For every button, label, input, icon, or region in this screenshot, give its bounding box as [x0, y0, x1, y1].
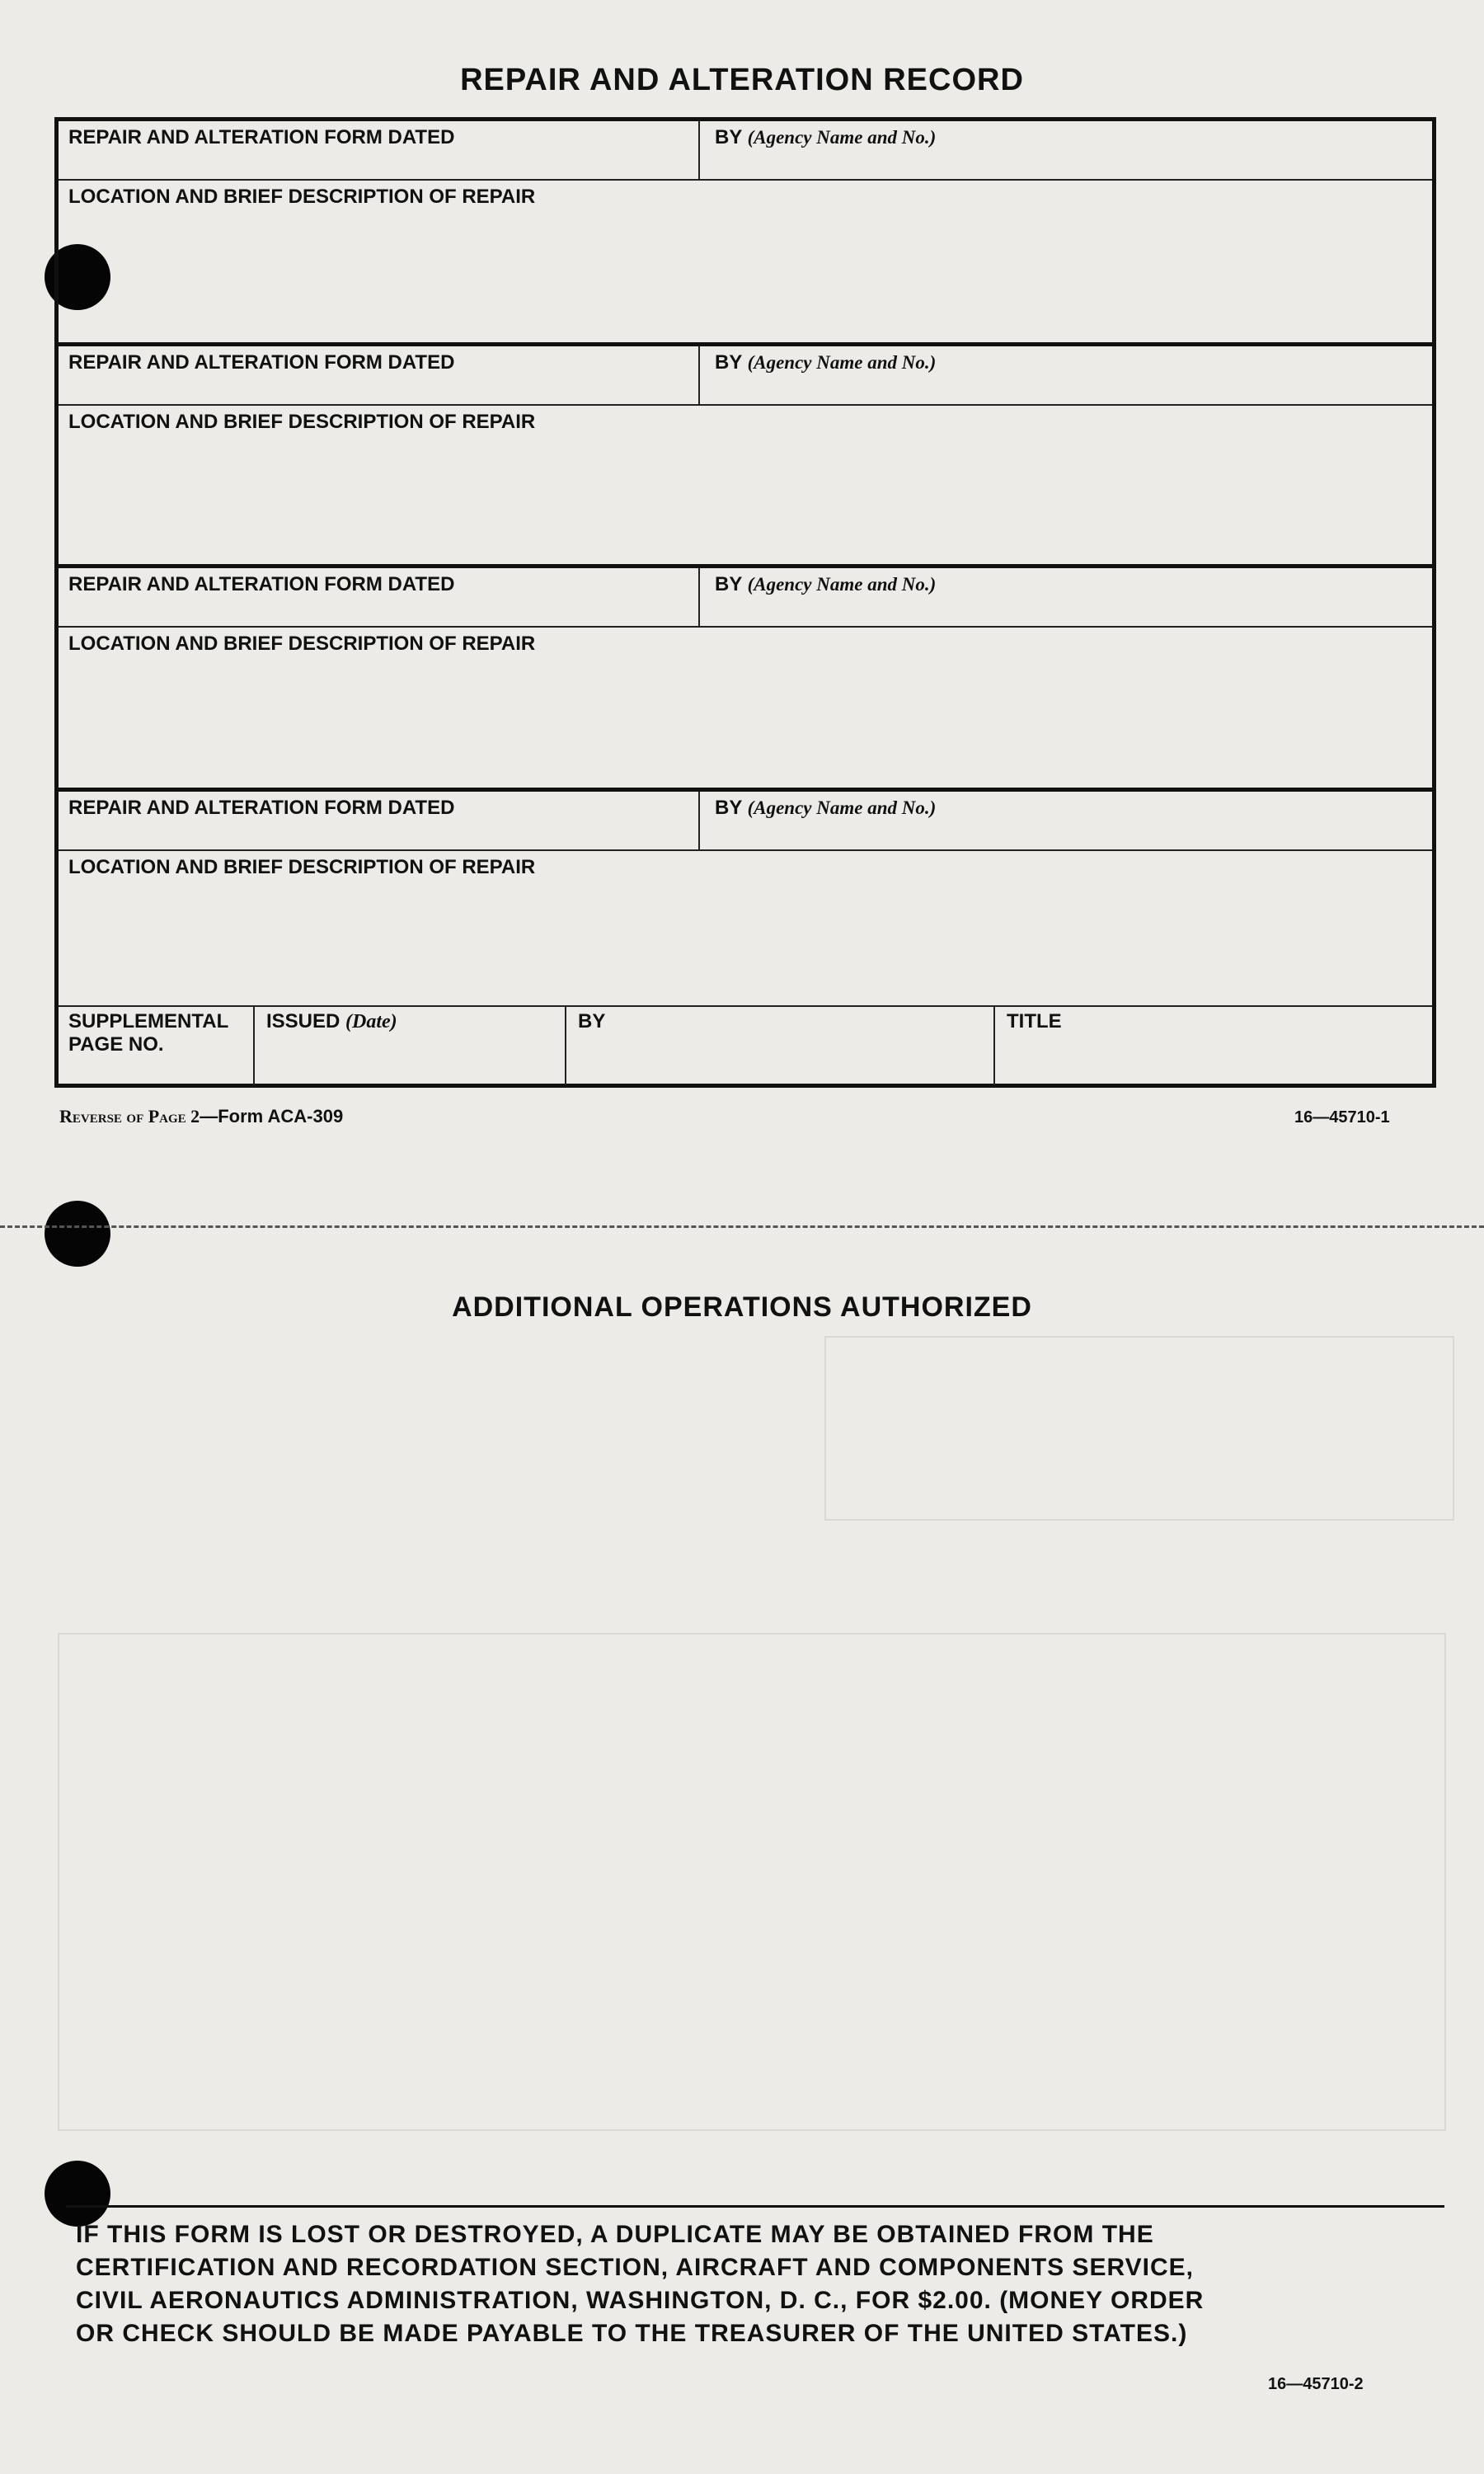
title-label: TITLE: [1007, 1010, 1062, 1032]
page-title: REPAIR AND ALTERATION RECORD: [460, 63, 1024, 97]
description-field[interactable]: [59, 212, 1432, 342]
form-dated-row: [59, 792, 1432, 851]
form-dated-label: REPAIR AND ALTERATION FORM DATED: [68, 573, 455, 595]
issued-label: ISSUED (Date): [266, 1010, 397, 1032]
description-field[interactable]: [59, 659, 1432, 788]
supplemental-label: SUPPLEMENTAL: [68, 1010, 229, 1032]
page-no-label: PAGE NO.: [68, 1033, 164, 1056]
form-label: —Form ACA-309: [200, 1106, 344, 1126]
issued-by-cell[interactable]: [565, 1007, 995, 1085]
bleed-through-box: [824, 1336, 1454, 1521]
reverse-prefix: Reverse of Page 2: [59, 1106, 200, 1126]
notice-line: OR CHECK SHOULD BE MADE PAYABLE TO THE TREASURER OF THE UNITED STATES.): [76, 2320, 1188, 2347]
punch-hole-middle: [45, 1201, 110, 1267]
repair-entry: [59, 568, 1432, 788]
duplicate-notice: [76, 2218, 1436, 2350]
location-label: LOCATION AND BRIEF DESCRIPTION OF REPAIR: [68, 856, 536, 878]
form-dated-row: [59, 346, 1432, 406]
supplemental-page-cell[interactable]: [59, 1007, 253, 1085]
repair-entry: [59, 792, 1432, 1005]
form-dated-label: REPAIR AND ALTERATION FORM DATED: [68, 126, 455, 148]
by-label: BY (Agency Name and No.): [715, 126, 937, 148]
location-label: LOCATION AND BRIEF DESCRIPTION OF REPAIR: [68, 186, 536, 208]
supplemental-row: [59, 1005, 1432, 1085]
by-cell[interactable]: [698, 792, 937, 849]
description-field[interactable]: [59, 882, 1432, 1005]
location-label: LOCATION AND BRIEF DESCRIPTION OF REPAIR: [68, 633, 536, 655]
repair-entry: [59, 346, 1432, 564]
bleed-through-table: [58, 1633, 1446, 2131]
form-dated-row: [59, 121, 1432, 181]
repair-entry: [59, 121, 1432, 342]
notice-line: IF THIS FORM IS LOST OR DESTROYED, A DUPLICATE MAY BE OBTAINED FROM THE: [76, 2221, 1154, 2248]
form-dated-label: REPAIR AND ALTERATION FORM DATED: [68, 351, 455, 374]
by-cell[interactable]: [698, 568, 937, 626]
by-label: BY (Agency Name and No.): [715, 797, 937, 819]
additional-operations-title: ADDITIONAL OPERATIONS AUTHORIZED: [452, 1291, 1032, 1323]
notice-rule: [66, 2205, 1444, 2208]
form-number-bottom: 16—45710-2: [1268, 2375, 1364, 2393]
form-dated-row: [59, 568, 1432, 628]
form-dated-label: REPAIR AND ALTERATION FORM DATED: [68, 797, 455, 819]
by-label: BY (Agency Name and No.): [715, 351, 937, 374]
repair-record-table: [54, 117, 1436, 1088]
form-number-top: 16—45710-1: [1294, 1108, 1390, 1126]
issued-date-cell[interactable]: [253, 1007, 566, 1085]
by-cell[interactable]: [698, 346, 937, 404]
notice-line: CIVIL AERONAUTICS ADMINISTRATION, WASHINGTON, D. C., FOR $2.00. (MONEY ORDER: [76, 2287, 1205, 2314]
punch-hole-bottom: [45, 2161, 110, 2227]
fold-line: [0, 1225, 1484, 1228]
title-cell[interactable]: [993, 1007, 1432, 1085]
by-cell[interactable]: [698, 121, 937, 179]
form-reference: [59, 1106, 343, 1127]
by-label: BY (Agency Name and No.): [715, 573, 937, 595]
notice-line: CERTIFICATION AND RECORDATION SECTION, AIRCRAFT AND COMPONENTS SERVICE,: [76, 2254, 1195, 2281]
issued-by-label: BY: [578, 1010, 606, 1032]
location-label: LOCATION AND BRIEF DESCRIPTION OF REPAIR: [68, 411, 536, 433]
description-field[interactable]: [59, 437, 1432, 564]
